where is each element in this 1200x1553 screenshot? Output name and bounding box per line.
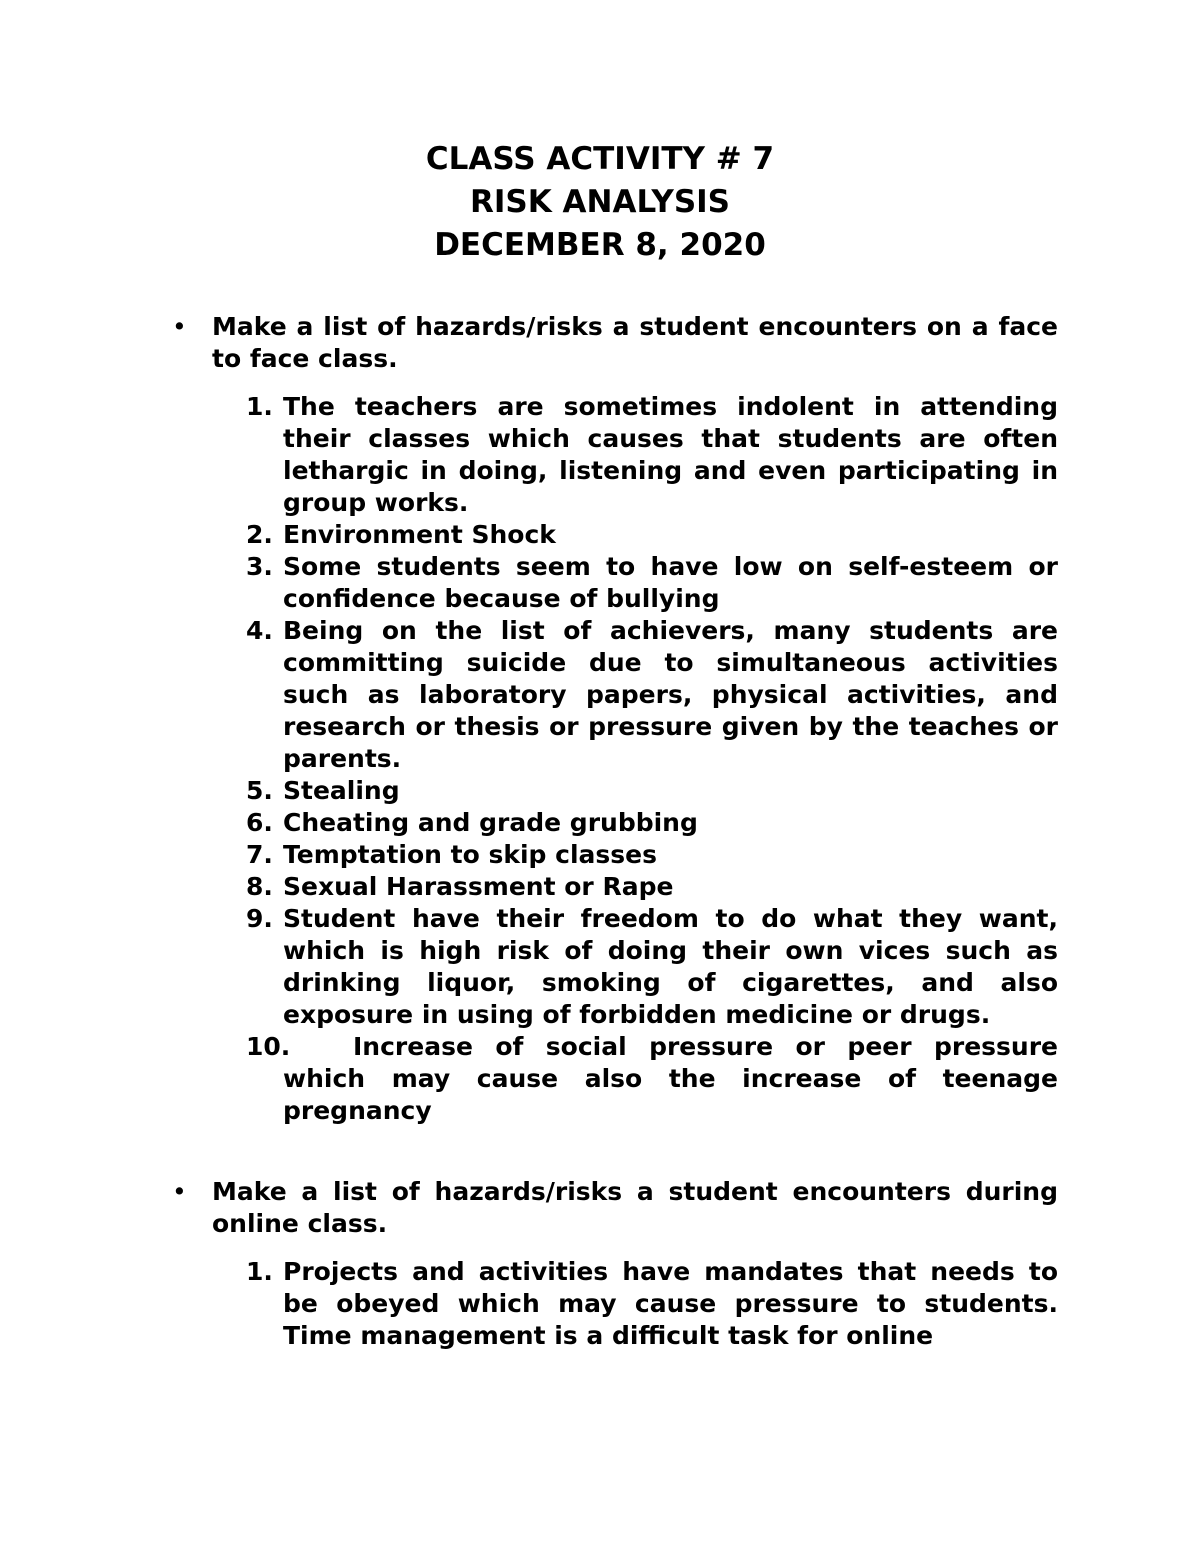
list-item <box>172 1256 1058 1352</box>
prompt-text: Make a list of hazards/risks a student encounters on a face to face class. <box>212 312 1058 373</box>
list-number: 9. <box>246 904 273 933</box>
document-title <box>0 138 1200 267</box>
title-line-topic: RISK ANALYSIS <box>469 184 731 220</box>
section-face-to-face <box>172 311 1058 1127</box>
list-number: 7. <box>246 840 273 869</box>
list-item-text: Projects and activities have mandates that needs to be obeyed which may cause pressure to students. Time management is a difficult task for online <box>283 1257 1058 1350</box>
list-item <box>172 775 1058 807</box>
list-item-text: The teachers are sometimes indolent in attending their classes which causes that students are often lethargic in doing, listening and even participating in group works. <box>283 392 1058 517</box>
list-item-text: Increase of social pressure or peer pressure which may cause also the increase of teenage pregnancy <box>283 1032 1058 1125</box>
bullet-icon: • <box>172 312 187 341</box>
list-item <box>172 391 1058 519</box>
list-number: 4. <box>246 616 273 645</box>
title-line-date: DECEMBER 8, 2020 <box>434 227 766 263</box>
section-online <box>172 1176 1058 1352</box>
bullet-icon: • <box>172 1177 187 1206</box>
list-number: 1. <box>246 392 273 421</box>
list-number: 5. <box>246 776 273 805</box>
list-item-text: Student have their freedom to do what they want, which is high risk of doing their own vices such as drinking liquor, smoking of cigarettes, and also exposure in using of forbidden medicine or drugs. <box>283 904 1058 1029</box>
list-item <box>172 1031 1058 1127</box>
list-number: 1. <box>246 1257 273 1286</box>
list-item-text: Being on the list of achievers, many students are committing suicide due to simultaneous activities such as laboratory papers, physical activities, and research or thesis or pressure given by the teaches or parents. <box>283 616 1058 773</box>
title-line-activity: CLASS ACTIVITY # 7 <box>425 141 775 177</box>
list-item-text: Stealing <box>283 776 400 805</box>
list-item <box>172 903 1058 1031</box>
list-item <box>172 807 1058 839</box>
list-item-text: Some students seem to have low on self-esteem or confidence because of bullying <box>283 552 1058 613</box>
section-prompt <box>172 311 1058 375</box>
list-item-text: Temptation to skip classes <box>283 840 658 869</box>
list-number: 2. <box>246 520 273 549</box>
list-item <box>172 551 1058 615</box>
prompt-text: Make a list of hazards/risks a student encounters during online class. <box>212 1177 1058 1238</box>
list-item <box>172 615 1058 775</box>
list-number: 6. <box>246 808 273 837</box>
list-number: 8. <box>246 872 273 901</box>
hazard-list <box>172 1256 1058 1352</box>
list-item <box>172 519 1058 551</box>
list-item-text: Sexual Harassment or Rape <box>283 872 674 901</box>
list-item <box>172 871 1058 903</box>
list-number: 3. <box>246 552 273 581</box>
list-item <box>172 839 1058 871</box>
section-prompt <box>172 1176 1058 1240</box>
list-item-text: Environment Shock <box>283 520 556 549</box>
hazard-list <box>172 391 1058 1127</box>
list-number: 10. <box>246 1032 291 1061</box>
list-item-text: Cheating and grade grubbing <box>283 808 698 837</box>
